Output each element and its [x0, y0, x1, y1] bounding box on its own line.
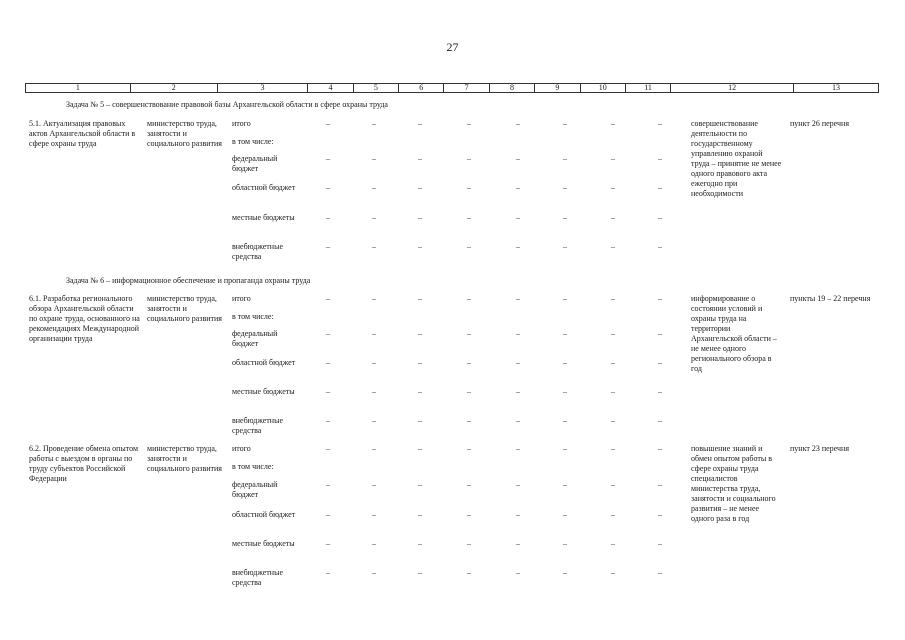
- empty-value-dash: –: [563, 329, 567, 338]
- empty-value-dash: –: [516, 444, 520, 453]
- empty-value-dash: –: [563, 119, 567, 128]
- empty-value-dash: –: [418, 444, 422, 453]
- empty-value-dash: –: [563, 242, 567, 251]
- empty-value-dash: –: [563, 358, 567, 367]
- empty-value-dash: –: [467, 119, 471, 128]
- empty-value-dash: –: [372, 416, 376, 425]
- empty-value-dash: –: [516, 183, 520, 192]
- item-reference: пункт 26 перечня: [790, 119, 850, 128]
- empty-value-dash: –: [563, 539, 567, 548]
- empty-value-dash: –: [658, 387, 662, 396]
- empty-value-dash: –: [372, 329, 376, 338]
- empty-value-dash: –: [563, 387, 567, 396]
- empty-value-dash: –: [563, 480, 567, 489]
- row-label: в том числе:: [232, 137, 274, 146]
- column-header: 2: [130, 84, 217, 92]
- empty-value-dash: –: [418, 568, 422, 577]
- item-name: 6.1. Разработка регионального обзора Архангельской области по охране труда, основанного на рекомендациях Международной организации труда: [29, 294, 140, 343]
- empty-value-dash: –: [611, 183, 615, 192]
- empty-value-dash: –: [418, 416, 422, 425]
- empty-value-dash: –: [611, 416, 615, 425]
- empty-value-dash: –: [516, 387, 520, 396]
- empty-value-dash: –: [326, 568, 330, 577]
- empty-value-dash: –: [516, 480, 520, 489]
- empty-value-dash: –: [326, 154, 330, 163]
- row-label: в том числе:: [232, 462, 274, 471]
- empty-value-dash: –: [516, 242, 520, 251]
- item-name: 6.2. Проведение обмена опытом работы с выездом в органы по труду субъектов Российской Федерации: [29, 444, 139, 483]
- empty-value-dash: –: [326, 213, 330, 222]
- row-label: местные бюджеты: [232, 213, 295, 222]
- empty-value-dash: –: [658, 294, 662, 303]
- item-result: повышение знаний и обмен опытом работы в сфере охраны труда специалистов министерства труда, занятости и социального развития – не менее одного раза в год: [691, 444, 776, 523]
- row-label: местные бюджеты: [232, 387, 295, 396]
- empty-value-dash: –: [418, 329, 422, 338]
- empty-value-dash: –: [611, 242, 615, 251]
- empty-value-dash: –: [611, 444, 615, 453]
- page-number: 27: [446, 40, 459, 54]
- empty-value-dash: –: [658, 119, 662, 128]
- empty-value-dash: –: [326, 510, 330, 519]
- row-label: внебюджетные средства: [232, 242, 283, 261]
- column-header: 7: [443, 84, 488, 92]
- empty-value-dash: –: [418, 387, 422, 396]
- empty-value-dash: –: [516, 329, 520, 338]
- empty-value-dash: –: [563, 213, 567, 222]
- empty-value-dash: –: [611, 294, 615, 303]
- item-executor: министерство труда, занятости и социального развития: [147, 294, 222, 323]
- empty-value-dash: –: [326, 444, 330, 453]
- empty-value-dash: –: [467, 213, 471, 222]
- empty-value-dash: –: [326, 480, 330, 489]
- empty-value-dash: –: [467, 294, 471, 303]
- empty-value-dash: –: [611, 119, 615, 128]
- empty-value-dash: –: [326, 119, 330, 128]
- empty-value-dash: –: [326, 242, 330, 251]
- row-label: местные бюджеты: [232, 539, 295, 548]
- empty-value-dash: –: [658, 329, 662, 338]
- empty-value-dash: –: [372, 480, 376, 489]
- empty-value-dash: –: [516, 358, 520, 367]
- empty-value-dash: –: [467, 154, 471, 163]
- empty-value-dash: –: [326, 387, 330, 396]
- row-label: федеральный бюджет: [232, 154, 278, 173]
- column-header: 8: [489, 84, 534, 92]
- empty-value-dash: –: [467, 568, 471, 577]
- item-executor: министерство труда, занятости и социального развития: [147, 444, 222, 473]
- empty-value-dash: –: [563, 416, 567, 425]
- row-label: внебюджетные средства: [232, 568, 283, 587]
- item-result: совершенствование деятельности по государственному управлению охраной труда – принятие не менее одного правового акта ежегодно при необходимости: [691, 119, 782, 198]
- empty-value-dash: –: [658, 539, 662, 548]
- empty-value-dash: –: [418, 183, 422, 192]
- item-reference: пункты 19 – 22 перечня: [790, 294, 871, 303]
- empty-value-dash: –: [372, 539, 376, 548]
- empty-value-dash: –: [563, 444, 567, 453]
- task-heading: Задача № 6 – информационное обеспечение и пропаганда охраны труда: [66, 276, 311, 285]
- empty-value-dash: –: [326, 329, 330, 338]
- empty-value-dash: –: [418, 510, 422, 519]
- empty-value-dash: –: [658, 242, 662, 251]
- row-label: федеральный бюджет: [232, 480, 278, 499]
- empty-value-dash: –: [658, 183, 662, 192]
- column-header: 11: [625, 84, 670, 92]
- empty-value-dash: –: [563, 568, 567, 577]
- empty-value-dash: –: [467, 480, 471, 489]
- empty-value-dash: –: [372, 183, 376, 192]
- empty-value-dash: –: [516, 213, 520, 222]
- empty-value-dash: –: [467, 358, 471, 367]
- empty-value-dash: –: [611, 154, 615, 163]
- empty-value-dash: –: [658, 510, 662, 519]
- empty-value-dash: –: [516, 510, 520, 519]
- empty-value-dash: –: [658, 154, 662, 163]
- empty-value-dash: –: [418, 539, 422, 548]
- column-header: 3: [217, 84, 308, 92]
- column-header: 10: [580, 84, 625, 92]
- empty-value-dash: –: [467, 329, 471, 338]
- empty-value-dash: –: [563, 510, 567, 519]
- empty-value-dash: –: [467, 183, 471, 192]
- empty-value-dash: –: [418, 213, 422, 222]
- empty-value-dash: –: [326, 416, 330, 425]
- empty-value-dash: –: [372, 242, 376, 251]
- task-heading: Задача № 5 – совершенствование правовой базы Архангельской области в сфере охраны труда: [66, 100, 388, 109]
- empty-value-dash: –: [516, 416, 520, 425]
- empty-value-dash: –: [372, 154, 376, 163]
- column-header: 1: [75, 83, 80, 92]
- empty-value-dash: –: [467, 510, 471, 519]
- empty-value-dash: –: [418, 154, 422, 163]
- row-label: в том числе:: [232, 312, 274, 321]
- empty-value-dash: –: [658, 213, 662, 222]
- empty-value-dash: –: [418, 294, 422, 303]
- empty-value-dash: –: [418, 480, 422, 489]
- empty-value-dash: –: [372, 510, 376, 519]
- item-reference: пункт 23 перечня: [790, 444, 850, 453]
- empty-value-dash: –: [611, 387, 615, 396]
- empty-value-dash: –: [516, 294, 520, 303]
- row-label: внебюджетные средства: [232, 416, 283, 435]
- empty-value-dash: –: [658, 444, 662, 453]
- empty-value-dash: –: [516, 154, 520, 163]
- empty-value-dash: –: [372, 213, 376, 222]
- empty-value-dash: –: [611, 329, 615, 338]
- empty-value-dash: –: [418, 358, 422, 367]
- empty-value-dash: –: [467, 539, 471, 548]
- empty-value-dash: –: [611, 480, 615, 489]
- empty-value-dash: –: [563, 294, 567, 303]
- item-result: информирование о состоянии условий и охраны труда на территории Архангельской области – не менее одного регионального обзора в год: [691, 294, 777, 373]
- empty-value-dash: –: [372, 358, 376, 367]
- row-label: федеральный бюджет: [232, 329, 278, 348]
- empty-value-dash: –: [611, 358, 615, 367]
- empty-value-dash: –: [467, 416, 471, 425]
- empty-value-dash: –: [467, 242, 471, 251]
- empty-value-dash: –: [658, 480, 662, 489]
- empty-value-dash: –: [611, 213, 615, 222]
- column-header: 9: [534, 84, 579, 92]
- empty-value-dash: –: [658, 416, 662, 425]
- empty-value-dash: –: [418, 119, 422, 128]
- empty-value-dash: –: [467, 387, 471, 396]
- empty-value-dash: –: [611, 568, 615, 577]
- empty-value-dash: –: [516, 568, 520, 577]
- empty-value-dash: –: [658, 358, 662, 367]
- column-header: 13: [793, 84, 878, 92]
- empty-value-dash: –: [326, 183, 330, 192]
- empty-value-dash: –: [611, 539, 615, 548]
- empty-value-dash: –: [326, 539, 330, 548]
- row-label: итого: [232, 444, 251, 453]
- empty-value-dash: –: [658, 568, 662, 577]
- empty-value-dash: –: [326, 358, 330, 367]
- row-label: областной бюджет: [232, 183, 296, 192]
- row-label: областной бюджет: [232, 358, 296, 367]
- empty-value-dash: –: [563, 154, 567, 163]
- empty-value-dash: –: [611, 510, 615, 519]
- column-header: 12: [670, 84, 793, 92]
- empty-value-dash: –: [467, 444, 471, 453]
- item-executor: министерство труда, занятости и социального развития: [147, 119, 222, 148]
- column-header: 5: [353, 84, 398, 92]
- empty-value-dash: –: [326, 294, 330, 303]
- empty-value-dash: –: [516, 119, 520, 128]
- empty-value-dash: –: [372, 444, 376, 453]
- item-name: 5.1. Актуализация правовых актов Архангельской области в сфере охраны труда: [29, 119, 136, 148]
- column-header: 6: [398, 84, 443, 92]
- empty-value-dash: –: [372, 568, 376, 577]
- row-label: итого: [232, 119, 251, 128]
- column-header: 4: [307, 84, 352, 92]
- row-label: итого: [232, 294, 251, 303]
- column-header-row: [25, 83, 879, 93]
- empty-value-dash: –: [372, 387, 376, 396]
- empty-value-dash: –: [516, 539, 520, 548]
- empty-value-dash: –: [563, 183, 567, 192]
- empty-value-dash: –: [418, 242, 422, 251]
- empty-value-dash: –: [372, 119, 376, 128]
- empty-value-dash: –: [372, 294, 376, 303]
- row-label: областной бюджет: [232, 510, 296, 519]
